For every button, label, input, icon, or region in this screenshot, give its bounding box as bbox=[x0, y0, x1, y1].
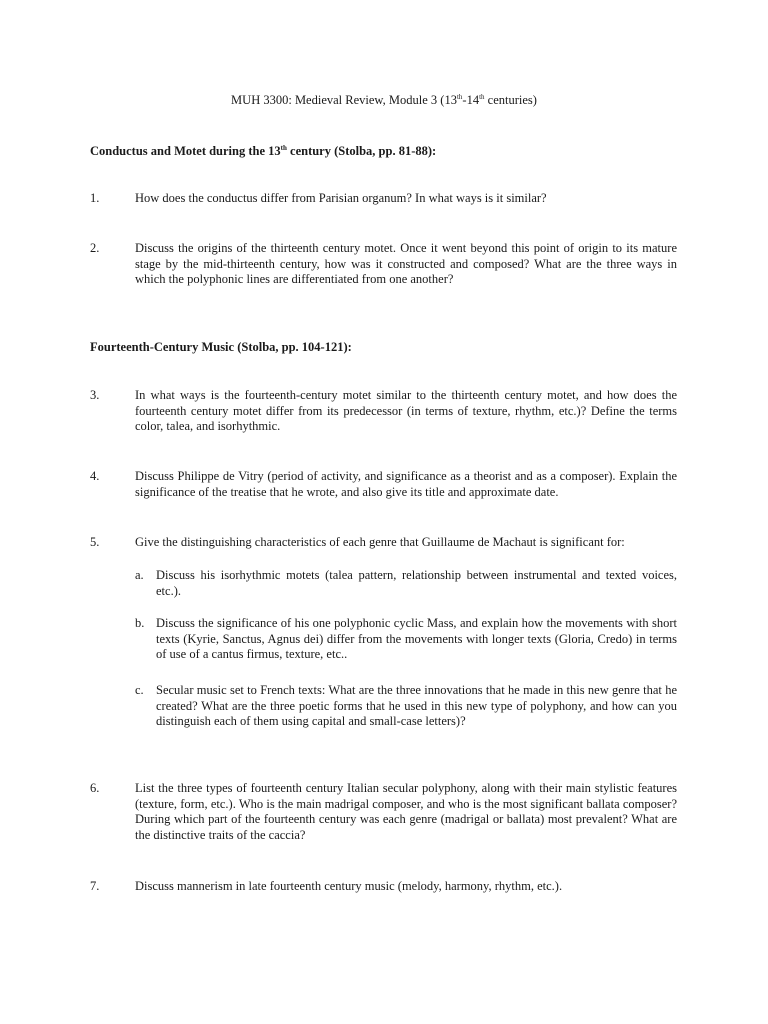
question-text: Discuss Philippe de Vitry (period of activity, and significance as a theorist and as a composer). Explain the significance of the treatise that he wrote, and also give its title and approximate date. bbox=[135, 469, 677, 499]
title-dash: -14 bbox=[462, 93, 480, 107]
section1-prefix: Conductus and Motet during the 13 bbox=[90, 144, 281, 158]
title-suffix: centuries) bbox=[484, 93, 537, 107]
question-text: List the three types of fourteenth century Italian secular polyphony, along with their main stylistic features (texture, form, etc.). Who is the main madrigal composer, and who is the most significant ballata composer? During which part of the fourteenth century was each genre (madrigal or ballata) most prevalent? What are the distinctive traits of the caccia? bbox=[135, 781, 677, 842]
title-sup-2: th bbox=[479, 93, 485, 101]
question-text: Discuss mannerism in late fourteenth century music (melody, harmony, rhythm, etc.). bbox=[135, 879, 563, 893]
question-text: In what ways is the fourteenth-century motet similar to the thirteenth century motet, and how does the fourteenth century motet differ from its predecessor (in terms of texture, rhythm, etc.)? Define the terms color, talea, and isorhythmic. bbox=[135, 388, 677, 433]
question-number: 3. bbox=[90, 388, 100, 402]
title-prefix: MUH 3300: Medieval Review, Module 3 (13 bbox=[231, 93, 457, 107]
question-text: How does the conductus differ from Parisian organum? In what ways is it similar? bbox=[135, 191, 547, 205]
subitem-text: Discuss the significance of his one polyphonic cyclic Mass, and explain how the movements with short texts (Kyrie, Sanctus, Agnus dei) differ from the movements with longer texts (Gloria, Credo) in terms of use of a cantus firmus, texture, etc.. bbox=[156, 616, 677, 661]
subitem-letter: a. bbox=[135, 568, 144, 582]
section-heading-14th-century: Fourteenth-Century Music (Stolba, pp. 104-121): bbox=[90, 340, 352, 354]
question-number: 6. bbox=[90, 781, 100, 795]
section-heading-13th-century bbox=[90, 144, 436, 160]
question-text: Give the distinguishing characteristics of each genre that Guillaume de Machaut is significant for: bbox=[135, 535, 625, 549]
subitem-letter: b. bbox=[135, 616, 145, 630]
question-text: Discuss the origins of the thirteenth century motet. Once it went beyond this point of origin to its mature stage by the mid-thirteenth century, how was it constructed and composed? What are the three ways in which the polyphonic lines are differentiated from one another? bbox=[135, 241, 677, 286]
question-number: 5. bbox=[90, 535, 100, 549]
question-number: 1. bbox=[90, 191, 100, 205]
section1-suffix: century (Stolba, pp. 81-88): bbox=[286, 144, 437, 158]
title-sup-1: th bbox=[456, 93, 463, 101]
subitem-text: Discuss his isorhythmic motets (talea pattern, relationship between instrumental and texted voices, etc.). bbox=[156, 568, 677, 598]
question-number: 2. bbox=[90, 241, 100, 255]
question-number: 7. bbox=[90, 879, 100, 893]
section1-sup: th bbox=[280, 144, 287, 152]
document-title bbox=[0, 93, 768, 109]
subitem-text: Secular music set to French texts: What are the three innovations that he made in this new genre that he created? What are the three poetic forms that he used in this new type of polyphony, and how can you distinguish each of them using capital and small-case letters)? bbox=[156, 683, 677, 728]
subitem-letter: c. bbox=[135, 683, 144, 697]
question-number: 4. bbox=[90, 469, 100, 483]
